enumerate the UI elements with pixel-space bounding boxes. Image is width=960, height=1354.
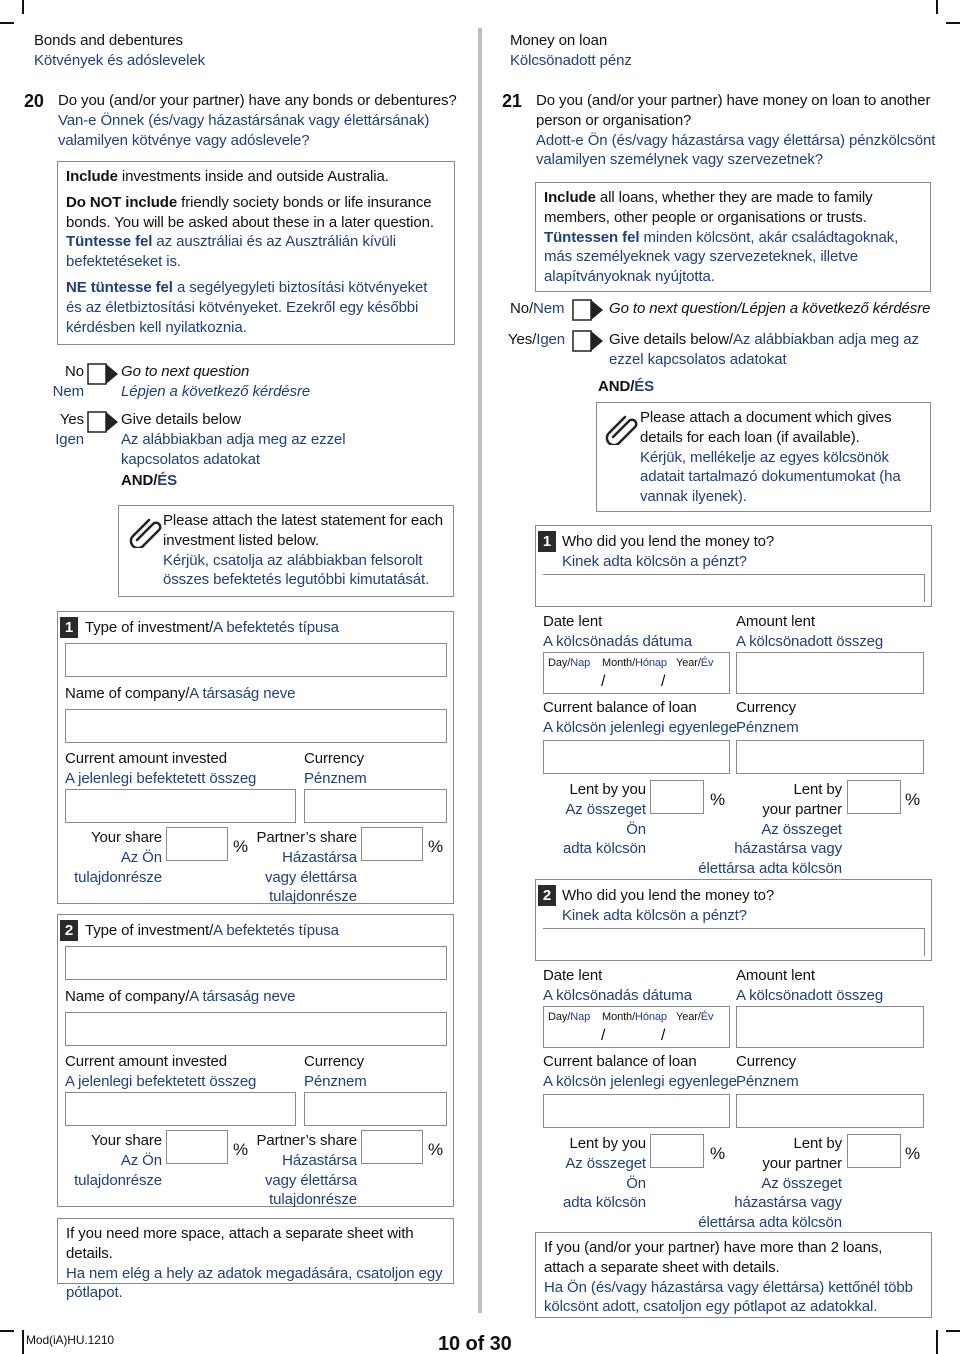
who-input[interactable] [543, 928, 925, 956]
lent-by-partner-input[interactable] [847, 1134, 901, 1168]
no-action-hu: Lépjen a következő kérdésre [121, 382, 311, 400]
question-text [58, 91, 468, 150]
amount-label-en: Current amount invested [65, 1053, 227, 1070]
lent-by-you-en: Lent by you [569, 781, 646, 798]
crop-mark [0, 1330, 14, 1332]
partner-share-hu: vagy élettársa [265, 868, 357, 886]
no-en: No [65, 363, 84, 380]
date-input[interactable] [543, 1006, 730, 1048]
month-label-hu: Hónap [635, 657, 667, 669]
balance-label-en: Current balance of loan [543, 699, 697, 716]
company-label-hu: A társaság neve [189, 988, 296, 1005]
lent-by-partner-hu: élettársa adta kölcsön [698, 860, 842, 878]
paperclip-icon [129, 514, 163, 548]
no-hu: Nem [52, 382, 84, 400]
page-number: 10 of 30 [438, 1333, 512, 1354]
who-label-en: Who did you lend the money to? [562, 533, 775, 550]
yes-action-en: Give details below [121, 411, 241, 428]
loan-details-1 [535, 612, 932, 882]
month-label: Month/ [602, 1011, 636, 1023]
month-label: Month/ [602, 657, 636, 669]
amount-input[interactable] [736, 652, 924, 694]
type-label-en: Type of investment/ [85, 922, 214, 939]
crop-mark [22, 0, 24, 14]
currency-input[interactable] [736, 740, 924, 774]
date-separator: / [601, 1027, 606, 1044]
type-label-en: Type of investment/ [85, 619, 214, 636]
partner-share-hu: tulajdonrésze [269, 888, 357, 906]
amount-input[interactable] [65, 1092, 296, 1126]
company-label-en: Name of company/ [65, 685, 190, 702]
loan-box-1 [535, 525, 932, 607]
loan-number: 1 [538, 531, 556, 552]
partner-share-hu: tulajdonrésze [269, 1191, 357, 1209]
lent-by-you-hu: adta kölcsön [562, 1194, 646, 1212]
lent-by-partner-hu: házastársa vagy [734, 840, 842, 858]
include-hu-text: az ausztráliai és az Ausztrálián kívüli befektetéseket is. [66, 233, 396, 271]
crop-mark [936, 0, 938, 14]
form-code: Mod(iA)HU.1210 [26, 1333, 114, 1347]
more-space-en: If you need more space, attach a separate sheet with details. [66, 1225, 414, 1262]
yes-label [40, 410, 84, 450]
partner-share-input[interactable] [361, 827, 423, 861]
day-label: Day/ [548, 657, 571, 669]
not-include-hu-label: NE tüntesse fel [66, 278, 173, 296]
year-label: Year/ [676, 657, 701, 669]
loan-number: 2 [538, 885, 556, 906]
crop-mark [22, 1330, 24, 1354]
your-share-hu: Az Ön [120, 848, 162, 866]
lent-by-you-hu: adta kölcsön [562, 840, 646, 858]
percent-sign: % [428, 837, 444, 856]
lent-by-partner-hu: Az összeget [761, 820, 842, 838]
lent-by-partner-input[interactable] [847, 780, 901, 814]
date-label-hu: A kölcsönadás dátuma [543, 632, 692, 650]
section-title [34, 31, 205, 71]
question-hu: Van-e Önnek (és/vagy házastársának vagy élettársának) valamilyen kötvénye vagy adóslevele? [58, 111, 430, 149]
date-input[interactable] [543, 652, 730, 694]
balance-label-hu: A kölcsön jelenlegi egyenlege [543, 718, 737, 736]
partner-share-en: Partner’s share [256, 1132, 357, 1149]
your-share-input[interactable] [166, 827, 228, 861]
partner-share-hu: Házastársa [282, 848, 357, 866]
column-divider [478, 28, 482, 1313]
amount-label-hu: A kölcsönadott összeg [736, 632, 884, 650]
no-action-en: Go to next question [121, 363, 250, 380]
include-text: investments inside and outside Australia. [117, 168, 389, 185]
section-title-hu: Kölcsönadott pénz [510, 51, 632, 69]
lent-by-you-hu: Az összeget Ön [565, 800, 646, 838]
currency-label-en: Currency [736, 699, 797, 716]
question-en: Do you (and/or your partner) have money on loan to another person or organisation? [536, 92, 931, 129]
no-checkbox-arrow-icon[interactable] [87, 363, 119, 385]
es-label: ÉS [634, 378, 655, 395]
your-share-en: Your share [91, 1132, 162, 1149]
not-include-hu-text: a segélyegyleti biztosítási kötvényeket és az életbiztosítási kötvényeket. Ezekről egy későbbi kérdésben kell nyilatkoznia. [66, 278, 428, 336]
loan-details-2 [535, 966, 932, 1236]
currency-label-en: Currency [304, 1053, 365, 1070]
section-title [510, 31, 632, 71]
who-label-hu: Kinek adta kölcsön a pénzt? [562, 552, 747, 570]
attach-box [596, 402, 931, 512]
yes-hu: Igen [55, 430, 84, 448]
yes-checkbox-arrow-icon[interactable] [572, 330, 604, 352]
year-label-hu: Év [700, 1011, 714, 1023]
attach-box [118, 505, 454, 597]
include-hu-label: Tüntessen fel [544, 228, 640, 246]
yes-label [508, 330, 565, 350]
include-label: Include [66, 168, 118, 185]
day-label-hu: Nap [570, 1011, 591, 1023]
attach-hu: Kérjük, mellékelje az egyes kölcsönök adatait tartalmazó dokumentumokat (ha vannak ilyenek). [640, 448, 901, 506]
amount-label-hu: A jelenlegi befektetett összeg [65, 1072, 257, 1090]
no-en: No/ [510, 300, 534, 317]
percent-sign: % [428, 1140, 444, 1159]
and-es [598, 377, 654, 397]
your-share-hu: tulajdonrésze [74, 1171, 162, 1189]
currency-input[interactable] [304, 1092, 447, 1126]
currency-label-hu: Pénznem [736, 1072, 799, 1090]
date-label-hu: A kölcsönadás dátuma [543, 986, 692, 1004]
your-share-hu: tulajdonrésze [74, 868, 162, 886]
year-label: Year/ [676, 1011, 701, 1023]
percent-sign: % [710, 1144, 726, 1163]
more-loans-en: If you (and/or your partner) have more than 2 loans, attach a separate sheet with details. [544, 1239, 883, 1276]
company-label-hu: A társaság neve [189, 685, 296, 702]
partner-share-hu: vagy élettársa [265, 1171, 357, 1189]
crop-mark [946, 22, 960, 24]
your-share-en: Your share [91, 829, 162, 846]
crop-mark [936, 1330, 938, 1354]
info-box [535, 182, 931, 292]
amount-label-en: Amount lent [736, 613, 815, 630]
day-label-hu: Nap [570, 657, 591, 669]
lent-by-you-en: Lent by you [569, 1135, 646, 1152]
currency-label-hu: Pénznem [736, 718, 799, 736]
crop-mark [946, 1330, 960, 1332]
lent-by-partner-hu: házastársa vagy [734, 1194, 842, 1212]
lent-by-partner-en: Lent by [793, 1135, 842, 1152]
company-label-en: Name of company/ [65, 988, 190, 1005]
date-separator: / [661, 1027, 666, 1044]
year-label-hu: Év [700, 657, 714, 669]
attach-en: Please attach a document which gives details for each loan (if available). [640, 409, 892, 446]
balance-label-en: Current balance of loan [543, 1053, 697, 1070]
currency-label-hu: Pénznem [304, 1072, 367, 1090]
type-input[interactable] [65, 643, 447, 677]
amount-label-hu: A jelenlegi befektetett összeg [65, 769, 257, 787]
who-label-hu: Kinek adta kölcsön a pénzt? [562, 906, 747, 924]
yes-hu: Igen [536, 331, 566, 348]
currency-label-en: Currency [304, 750, 365, 767]
currency-label-hu: Pénznem [304, 769, 367, 787]
currency-label-en: Currency [736, 1053, 797, 1070]
crop-mark [0, 22, 14, 24]
lent-by-partner-hu: élettársa adta kölcsön [698, 1214, 842, 1232]
currency-input[interactable] [304, 789, 447, 823]
balance-input[interactable] [543, 740, 730, 774]
not-include-text: friendly society bonds or life insurance bonds. You will be asked about these in a later question. [66, 193, 434, 231]
balance-label-hu: A kölcsön jelenlegi egyenlege [543, 1072, 737, 1090]
question-number: 21 [502, 91, 522, 111]
yes-action [609, 330, 929, 370]
date-separator: / [661, 673, 666, 690]
percent-sign: % [905, 1144, 921, 1163]
section-title-en: Bonds and debentures [34, 32, 183, 49]
more-space-box [57, 1218, 454, 1302]
type-label-hu: A befektetés típusa [213, 619, 339, 636]
not-include-label: Do NOT include [66, 193, 178, 211]
yes-action-en: Give details below/ [609, 331, 733, 348]
no-checkbox-arrow-icon[interactable] [572, 299, 604, 321]
loan-box-2 [535, 879, 932, 961]
lent-by-partner-hu: Az összeget [761, 1174, 842, 1192]
attach-hu: Kérjük, csatolja az alábbiakban felsorolt összes befektetés legutóbbi kimutatását. [163, 551, 430, 589]
your-share-hu: Az Ön [120, 1151, 162, 1169]
company-input[interactable] [65, 1012, 447, 1046]
day-label: Day/ [548, 1011, 571, 1023]
yes-action-hu: Az alábbiakban adja meg az ezzel kapcsolatos adatokat [121, 430, 346, 468]
lent-by-partner-en: Lent by [793, 781, 842, 798]
no-action: Go to next question/Lépjen a következő kérdésre [609, 300, 931, 317]
lent-by-partner-en: your partner [762, 800, 842, 818]
more-loans-hu: Ha Ön (és/vagy házastársa vagy élettársa) kettőnél több kölcsönt adott, csatoljon egy pótlapot az adatokkal. [544, 1278, 913, 1316]
yes-checkbox-arrow-icon[interactable] [87, 411, 119, 433]
question-hu: Adott-e Ön (és/vagy házastársa vagy élettársa) pénzkölcsönt valamilyen személynek vagy szervezetnek? [536, 131, 936, 169]
amount-input[interactable] [736, 1006, 924, 1048]
section-title-hu: Kötvények és adóslevelek [34, 51, 206, 69]
who-input[interactable] [543, 574, 925, 602]
more-space-hu: Ha nem elég a hely az adatok megadására, csatoljon egy pótlapot. [66, 1264, 443, 1302]
amount-label-en: Current amount invested [65, 750, 227, 767]
item-number: 1 [60, 617, 78, 638]
include-label: Include [544, 189, 596, 206]
amount-label-en: Amount lent [736, 967, 815, 984]
balance-input[interactable] [543, 1094, 730, 1128]
partner-share-hu: Házastársa [282, 1151, 357, 1169]
more-loans-box [535, 1232, 932, 1318]
date-label-en: Date lent [543, 613, 603, 630]
no-action [121, 362, 310, 402]
amount-input[interactable] [65, 789, 296, 823]
percent-sign: % [905, 790, 921, 809]
investment-box-2 [57, 914, 454, 1207]
yes-en: Yes [59, 411, 84, 428]
yes-action [121, 410, 361, 491]
investment-box-1 [57, 611, 454, 904]
percent-sign: % [233, 1140, 249, 1159]
include-hu-label: Tüntesse fel [66, 233, 153, 251]
question-number: 20 [24, 91, 44, 111]
no-hu: Nem [533, 300, 565, 317]
currency-input[interactable] [736, 1094, 924, 1128]
include-hu-text: minden kölcsönt, akár családtagoknak, más személyeknek vagy szervezeteknek, illetve alapítványoknak nyújtotta. [544, 228, 899, 286]
and-label: AND/ [121, 472, 158, 490]
month-label-hu: Hónap [635, 1011, 667, 1023]
no-label [510, 299, 564, 319]
date-label-en: Date lent [543, 967, 603, 984]
lent-by-you-hu: Az összeget Ön [565, 1154, 646, 1192]
partner-share-input[interactable] [361, 1130, 423, 1164]
and-label: AND/ [598, 378, 635, 395]
type-input[interactable] [65, 946, 447, 980]
partner-share-en: Partner’s share [256, 829, 357, 846]
type-label-hu: A befektetés típusa [213, 922, 339, 939]
your-share-input[interactable] [166, 1130, 228, 1164]
es-label: ÉS [157, 472, 178, 490]
yes-en: Yes/ [508, 331, 537, 348]
include-text: all loans, whether they are made to family members, other people or organisations or trusts. [544, 189, 873, 226]
info-box [57, 161, 455, 345]
amount-label-hu: A kölcsönadott összeg [736, 986, 884, 1004]
question-en: Do you (and/or your partner) have any bonds or debentures? [58, 92, 457, 109]
paperclip-icon [605, 411, 639, 445]
yes-action-hu: Az alábbiakban adja meg az ezzel kapcsolatos adatokat [609, 331, 919, 368]
section-title-en: Money on loan [510, 32, 608, 49]
attach-en: Please attach the latest statement for each investment listed below. [163, 512, 444, 549]
who-label-en: Who did you lend the money to? [562, 887, 775, 904]
percent-sign: % [233, 837, 249, 856]
date-separator: / [601, 673, 606, 690]
no-label [40, 362, 84, 402]
company-input[interactable] [65, 709, 447, 743]
question-text [536, 91, 946, 170]
lent-by-partner-en: your partner [762, 1154, 842, 1172]
item-number: 2 [60, 920, 78, 941]
percent-sign: % [710, 790, 726, 809]
